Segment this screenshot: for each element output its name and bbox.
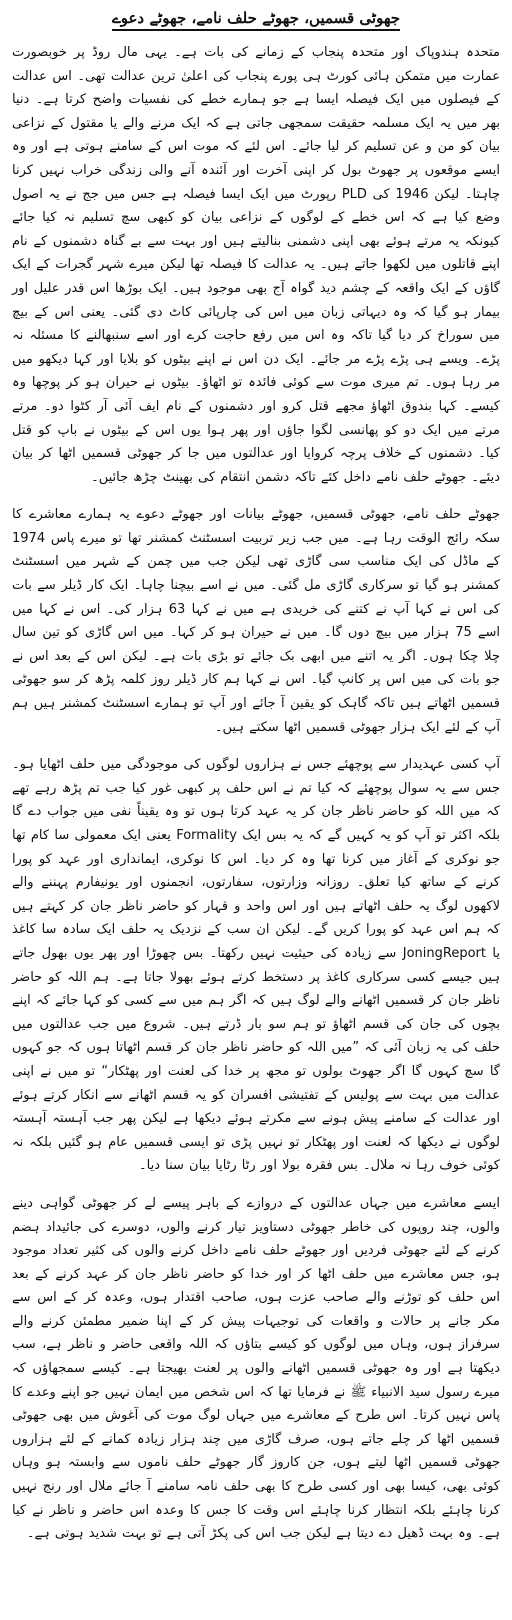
article-paragraph-3: آپ کسی عہدیدار سے پوچھئے جس نے ہزاروں لوگوں کی موجودگی میں حلف اٹھایا ہو۔ جس سے یہ سوال پوچھئے کہ کیا تم نے اس حلف پر کبھی غور کیا جب تم پڑھ رہے تھے کہ میں اللہ کو حاضر ناظر جان کر یہ عہد کرتا ہوں تو وہ یقیناً نفی میں جواب دے گا بلکہ اکثر تو آپ کو یہ کہیں گے کہ یہ بس ایک Formality یعنی ایک معمولی سا کام تھا جو نوکری کے آغاز میں کرنا تھا وہ کر دیا۔ اس کا نوکری، ایمانداری اور عہد کو پورا کرنے کے ساتھ کیا تعلق۔ روزانہ وزارتوں، سفارتوں، انجمنوں اور یونیفارم پہننے والے لاکھوں لوگ یہ حلف اٹھاتے ہیں اور اس واحد و قہار کو حاضر ناظر جان کر کہتے ہیں کہ ہم اس عہد کو پورا کریں گے۔ لیکن ان سب کے نزدیک یہ حلف ایک سادہ سا کاغذ یا JoningReport سے زیادہ کی حیثیت نہیں رکھتا۔ بس چھوڑا اور پھر یوں بھول جاتے ہیں جیسے کسی سرکاری کاغذ پر دستخط کرتے ہوئے بھولا جاتا ہے۔ ہم اللہ کو حاضر ناظر جان کر قسمیں اٹھانے والے لوگ ہیں کہ اگر ہم میں سے کسی کو کہا جائے کہ اپنے بچوں کی جان کی قسم اٹھاؤ تو ہم سو بار ڈرتے ہیں۔ شروع میں جب عدالتوں میں حلف کی یہ زبان آئی کہ ”میں اللہ کو حاضر ناظر جان کر قسم اٹھاتا ہوں کہ جو کہوں گا سچ کہوں گا اگر جھوٹ بولوں تو مجھ پر خدا کی لعنت اور پھٹکار“ تو میں نے اپنی عدالت میں بہت سے پولیس کے تفتیشی افسران کو یہ قسم اٹھانے سے انکار کرتے ہوئے اور عدالت کے سامنے پیش ہونے سے مکرتے ہوئے دیکھا ہے لیکن پھر جب آہستہ آہستہ لوگوں نے دیکھا کہ لعنت اور پھٹکار تو نہیں پڑی تو ایسی قسمیں عام ہو گئیں بلکہ نہ کوئی خوف رہا نہ ملال۔ بس فقرہ بولا اور رٹا رٹایا بیان سنا دیا۔ bbox=[12, 757, 501, 1174]
title-wrap bbox=[12, 8, 500, 31]
article-paragraph-1: متحدہ ہندوپاک اور متحدہ پنجاب کے زمانے کی بات ہے۔ یہی مال روڈ پر خوبصورت عمارت میں متمکن ہائی کورٹ ہی پورے پنجاب کی اعلیٰ ترین عدالت تھی۔ اس عدالت کے فیصلوں میں ایک فیصلہ ایسا ہے جو ہمارے خطے کی نفسیات واضح کرتا ہے۔ دنیا بھر میں یہ ایک مسلمہ حقیقت سمجھی جاتی ہے کہ ایک مرنے والے یا مقتول کے نزاعی بیان کو من و عن تسلیم کر لیا جائے۔ اس لئے کہ موت اس کے سامنے ہوتی ہے اور وہ ایسے موقعوں پر جھوٹ بول کر اپنی آخرت اور آئندہ آنے والی زندگی خراب نہیں کرنا چاہتا۔ لیکن 1946 کی PLD رپورٹ میں ایک ایسا فیصلہ ہے جس میں جج نے یہ اصول وضع کیا ہے کہ اس خطے کے لوگوں کے نزاعی بیان کو کبھی سچ تسلیم نہ کیا جائے کیونکہ یہ مرتے ہوئے بھی اپنی دشمنی بنالیتے ہیں اور بہت سے بے گناہ دشمنوں کے نام اپنے قاتلوں میں لکھوا جاتے ہیں۔ یہ عدالت کا فیصلہ تھا لیکن میرے شہر گجرات کے ایک گاؤں کے ایک واقعہ کے چشم دید گواہ آج بھی موجود ہیں۔ ایک بوڑھا اس قدر علیل اور بیمار ہو گیا کہ وہ دیہاتی زبان میں اس کی چارپائی کاٹ دی گئی۔ یعنی اس کے بیچ میں سوراخ کر دیا گیا تاکہ وہ اس میں رفع حاجت کرے اور اسے سنبھالنے کا مسئلہ نہ پڑے۔ ویسے ہی پڑے پڑے مر جائے۔ ایک دن اس نے اپنے بیٹوں کو بلایا اور کہا دیکھو میں مر رہا ہوں۔ تم میری موت سے کوئی فائدہ تو اٹھاؤ۔ بیٹوں نے حیران ہو کر پوچھا وہ کیسے۔ کہا بندوق اٹھاؤ مجھے قتل کرو اور دشمنوں کے نام ایف آئی آر کٹوا دو۔ مرتے مرتے میں ایک دو کو پھانسی لگوا جاؤں اور پھر ہوا یوں اس کے بیٹوں نے باپ کو قتل کیا۔ دشمنوں کے خلاف پرچہ کروایا اور عدالتوں میں جا کر جھوٹی قسمیں اٹھا کر بیان دیئے۔ جھوٹے حلف نامے داخل کئے تاکہ دشمن انتقام کی بھینٹ چڑھ جائیں۔ bbox=[12, 45, 500, 485]
article-title: جھوٹی قسمیں، جھوٹے حلف نامے، جھوٹے دعوے bbox=[112, 8, 400, 31]
article-paragraph-2: جھوٹے حلف نامے، جھوٹی قسمیں، جھوٹے بیانات اور جھوٹے دعوے یہ ہمارے معاشرے کا سکہ رائج الوقت رہا ہے۔ میں جب زیر تربیت اسسٹنٹ کمشنر تھا تو میرے پاس 1974 کے ماڈل کی ایک مناسب سی گاڑی تھی لیکن جب میں چمن کے شہر میں اسسٹنٹ کمشنر ہو گیا تو سرکاری گاڑی مل گئی۔ میں نے اسے بیچنا چاہا۔ ایک کار ڈیلر سے بات کی اس نے کہا آپ نے کتنے کی خریدی ہے میں نے کہا 63 ہزار کی۔ اس نے کہا میں اسے 75 ہزار میں بیچ دوں گا۔ میں نے حیران ہو کر کہا۔ میں اس گاڑی کو تین سال چلا چکا ہوں۔ اگر یہ اتنے میں ابھی بک جائے تو بڑی بات ہے۔ لیکن اس کے بعد اس نے جو بات کی میں اس پر کانپ گیا۔ اس نے کہا ہم کار ڈیلر روز کلمہ پڑھ کر سو جھوٹی قسمیں اٹھاتے ہیں تاکہ گاہک کو یقین آ جائے اور آپ تو ہمارے اسسٹنٹ کمشنر ہیں ہم آپ کے لئے ایک ہزار جھوٹی قسمیں اٹھا سکتے ہیں۔ bbox=[12, 507, 500, 735]
article-paragraph-4: ایسے معاشرے میں جہاں عدالتوں کے دروازے کے باہر پیسے لے کر جھوٹی گواہی دینے والوں، چند روپوں کی خاطر جھوٹی دستاویز تیار کرنے والوں، دوسرے کی جائیداد ہضم کرنے کے لئے جھوٹی فردیں اور جھوٹے حلف نامے داخل کرنے والوں کی کثیر تعداد موجود ہو، جس معاشرے میں حلف اٹھا کر اور خدا کو حاضر ناظر جان کر عہد کرنے کے بعد اس حلف کو توڑنے والے صاحب عزت ہوں، صاحب اقتدار ہوں، وعدہ کر کے اس سے مکر جانے پر حالات و واقعات کی توجیہات پیش کر کے اپنا ضمیر مطمئن کرنے والے سرفراز ہوں، وہاں میں لوگوں کو کیسے بتاؤں کہ اللہ واقعی حاضر و ناظر ہے، سب دیکھتا ہے اور وہ جھوٹی قسمیں اٹھانے والوں پر لعنت بھیجتا ہے۔ کیسے سمجھاؤں کہ میرے رسول سید الانبیاء ﷺ نے فرمایا تھا کہ اس شخص میں ایمان نہیں جو اپنے وعدے کا پاس نہیں کرتا۔ اس طرح کے معاشرے میں جہاں لوگ موت کی آغوش میں بھی جھوٹی قسمیں اٹھا کر چلے جاتے ہوں، صرف گاڑی میں چند ہزار زیادہ کمانے کے لئے ہزاروں جھوٹی قسمیں اٹھا لیتے ہوں، جن کاروز گار جھوٹے حلف ناموں سے وابستہ ہو وہاں کوئی بھی، کیسا بھی اور کسی طرح کا بھی حلف نامہ سامنے آ جائے ملال اور رنج نہیں کرنا چاہئے بلکہ انتظار کرنا چاہئے اس وقت کا جس کا وعدہ اس حاضر و ناظر نے کیا ہے۔ وہ بہت ڈھیل دے دیتا ہے لیکن جب اس کی پکڑ آتی ہے تو بہت شدید ہوتی ہے۔ bbox=[12, 1195, 500, 1542]
